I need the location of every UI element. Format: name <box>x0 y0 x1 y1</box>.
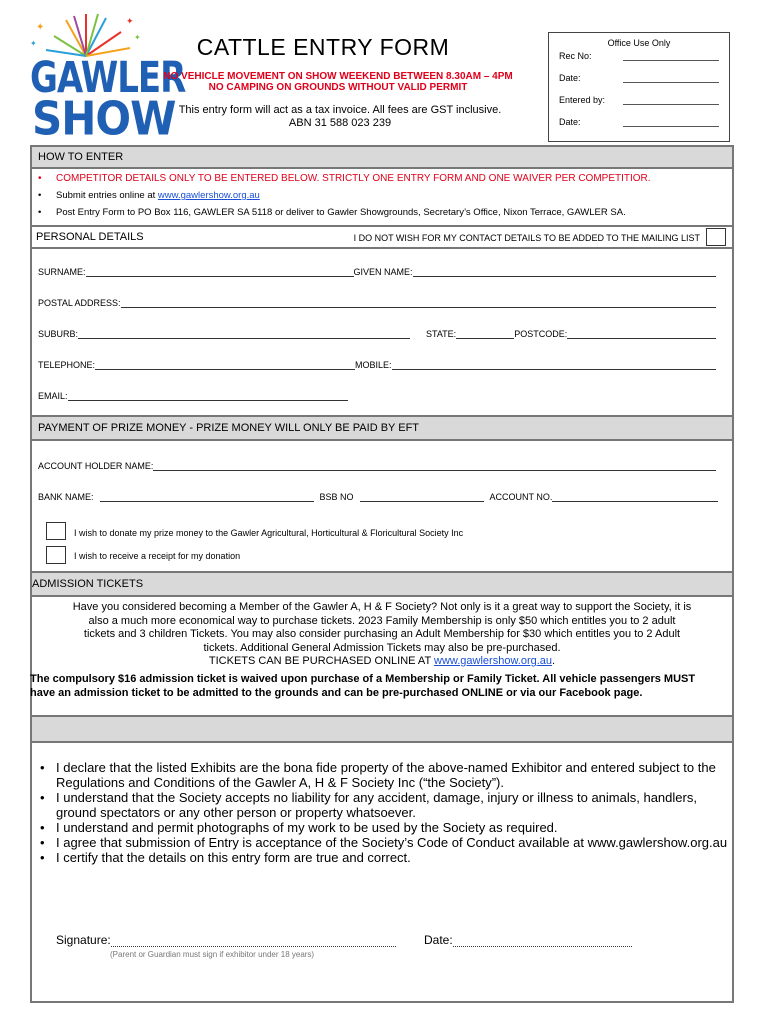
compulsory-ticket-notice: The compulsory $16 admission ticket is waived upon purchase of a Membership or Family Ticket. All vehicle passengers MUST have an admission ticket to be admitted to the grounds and can be pre-purchased ONLINE or via our Facebook page. <box>30 673 696 699</box>
bsb-label: BSB NO <box>319 492 354 502</box>
admission-text: Have you considered becoming a Member of the Gawler A, H & F Society? Not only is it a great way to support the Society, it is also a much more economical way to purchase tickets. 2023 Family Membership is only $50 which entitles you to 2 adult tickets and 3 children Tickets. You may also consider purchasing an Adult Membership for $30 which entitles you to 2 Adult tickets. Additional General Admission Tickets may also be pre-purchased. TICKETS CAN BE PURCHASED ONLINE AT www.gawlershow.org.au. <box>34 601 730 669</box>
office-use-title: Office Use Only <box>607 38 671 48</box>
account-no-field[interactable] <box>552 492 718 502</box>
office-date-2: Date: <box>559 117 719 127</box>
surname-label: SURNAME: <box>38 267 86 277</box>
bank-row <box>38 492 718 502</box>
declaration-item: • I agree that submission of Entry is acceptance of the Society’s Code of Conduct available at www.gawlershow.org.au <box>38 835 728 850</box>
website-link[interactable]: www.gawlershow.org.au <box>157 190 260 201</box>
office-entered-by: Entered by: <box>559 95 719 105</box>
donate-checkbox[interactable] <box>46 522 66 540</box>
office-use-box <box>548 32 730 142</box>
signature-row <box>56 933 396 947</box>
abn-text: ABN 31 588 023 239 <box>288 117 392 129</box>
vehicle-warning: NO VEHICLE MOVEMENT ON SHOW WEEKEND BETWEEN 8.30AM – 4PM <box>163 71 513 82</box>
bsb-field[interactable] <box>360 492 484 502</box>
admission-heading: ADMISSION TICKETS <box>30 571 734 597</box>
receipt-label: I wish to receive a receipt for my donation <box>74 551 241 561</box>
tickets-online-line: TICKETS CAN BE PURCHASED ONLINE AT www.gawlershow.org.au. <box>208 655 556 667</box>
payment-heading: PAYMENT OF PRIZE MONEY - PRIZE MONEY WILL ONLY BE PAID BY EFT <box>30 415 734 441</box>
svg-text:✦: ✦ <box>126 16 134 26</box>
office-date-1: Date: <box>559 73 719 83</box>
telephone-field[interactable] <box>95 360 355 370</box>
bank-name-field[interactable] <box>100 492 314 502</box>
tax-invoice-text: This entry form will act as a tax invoice. All fees are GST inclusive. <box>178 104 502 116</box>
account-no-label: ACCOUNT NO. <box>489 492 553 502</box>
account-holder-field[interactable] <box>153 461 716 471</box>
camping-warning: NO CAMPING ON GROUNDS WITHOUT VALID PERMIT <box>208 82 468 93</box>
bank-name-label: BANK NAME: <box>38 492 94 502</box>
logo-text-show: SHOW <box>32 91 176 146</box>
guardian-note: (Parent or Guardian must sign if exhibitor under 18 years) <box>110 950 315 959</box>
telephone-row <box>38 360 716 370</box>
given-name-field[interactable] <box>413 267 716 277</box>
office-date-2-field[interactable] <box>623 117 719 127</box>
state-label: STATE: <box>426 329 457 339</box>
tax-info <box>160 104 520 130</box>
email-field[interactable] <box>68 391 348 401</box>
competitor-details-notice: • COMPETITOR DETAILS ONLY TO BE ENTERED BELOW. STRICTLY ONE ENTRY FORM AND ONE WAIVER PER COMPETITIOR. <box>38 170 728 187</box>
postal-row <box>38 298 716 308</box>
form-title: CATTLE ENTRY FORM <box>196 34 450 60</box>
mailing-list-checkbox[interactable] <box>706 228 726 246</box>
declaration-list <box>38 760 728 865</box>
office-rec-no: Rec No: <box>559 51 719 61</box>
date-row <box>424 933 632 947</box>
postcode-field[interactable] <box>567 329 716 339</box>
email-row <box>38 391 348 401</box>
signature-field[interactable] <box>111 935 396 947</box>
declaration-item: • I understand and permit photographs of my work to be used by the Society as required. <box>38 820 728 835</box>
postal-address-field[interactable] <box>121 298 716 308</box>
suburb-field[interactable] <box>78 329 410 339</box>
suburb-label: SUBURB: <box>38 329 79 339</box>
svg-text:✦: ✦ <box>30 39 37 48</box>
office-rec-no-field[interactable] <box>623 51 719 61</box>
mobile-field[interactable] <box>392 360 716 370</box>
tickets-link[interactable]: www.gawlershow.org.au <box>434 655 553 667</box>
donate-label: I wish to donate my prize money to the Gawler Agricultural, Horticultural & Floricultural Society Inc <box>74 528 464 538</box>
declaration-item: • I understand that the Society accepts no liability for any accident, damage, injury or illness to animals, handlers, ground spectators or any other person or property whatsoever. <box>38 790 728 820</box>
office-entered-by-field[interactable] <box>623 95 719 105</box>
svg-text:✦: ✦ <box>36 22 45 33</box>
how-to-enter-list <box>38 170 728 221</box>
date-label: Date: <box>424 933 453 947</box>
telephone-label: TELEPHONE: <box>38 360 96 370</box>
receipt-checkbox[interactable] <box>46 546 66 564</box>
postcode-label: POSTCODE: <box>514 329 568 339</box>
email-label: EMAIL: <box>38 391 68 401</box>
surname-row <box>38 267 716 277</box>
personal-details-heading: PERSONAL DETAILS <box>36 231 144 243</box>
submit-online-item: • Submit entries online at www.gawlershow.org.au <box>38 187 728 204</box>
mobile-label: MOBILE: <box>355 360 392 370</box>
surname-field[interactable] <box>86 267 354 277</box>
post-entry-item: • Post Entry Form to PO Box 116, GAWLER SA 5118 or deliver to Gawler Showgrounds, Secretary’s Office, Nixon Terrace, GAWLER SA. <box>38 204 728 221</box>
postal-address-label: POSTAL ADDRESS: <box>38 298 121 308</box>
declaration-header-bar <box>30 715 734 743</box>
gawler-show-logo <box>26 10 186 146</box>
given-name-label: GIVEN NAME: <box>353 267 413 277</box>
suburb-row <box>38 329 716 339</box>
svg-text:✦: ✦ <box>134 33 141 42</box>
declaration-item: • I certify that the details on this entry form are true and correct. <box>38 850 728 865</box>
state-field[interactable] <box>456 329 514 339</box>
office-date-1-field[interactable] <box>623 73 719 83</box>
date-field[interactable] <box>453 935 632 947</box>
account-holder-label: ACCOUNT HOLDER NAME: <box>38 461 154 471</box>
logo-text-gawler: GAWLER <box>30 53 186 103</box>
personal-details-header <box>30 225 734 249</box>
declaration-item: • I declare that the listed Exhibits are the bona fide property of the above-named Exhibitor and entered subject to the Regulations and Conditions of the Gawler A, H & F Society Inc (“the Society”). <box>38 760 728 790</box>
mailing-list-label: I DO NOT WISH FOR MY CONTACT DETAILS TO BE ADDED TO THE MAILING LIST <box>353 233 700 243</box>
how-to-enter-heading: HOW TO ENTER <box>30 145 734 169</box>
signature-label: Signature: <box>56 933 111 947</box>
account-holder-row <box>38 461 716 471</box>
